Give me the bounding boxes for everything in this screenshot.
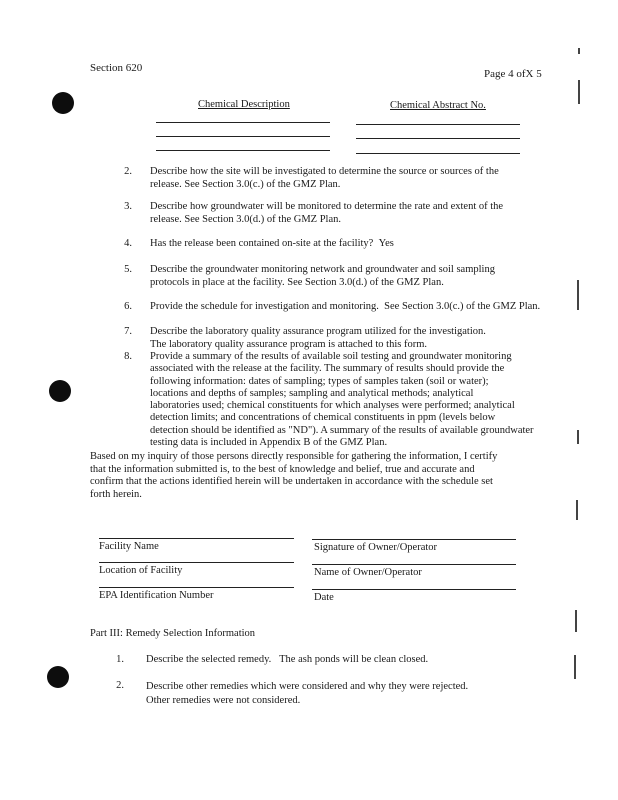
page-number-prefix: Page 4 of (484, 68, 526, 80)
scan-mark (578, 48, 580, 54)
scan-mark (578, 80, 580, 104)
date-line (312, 589, 516, 590)
signature-label: Signature of Owner/Operator (314, 542, 438, 553)
abstract-row-line (356, 124, 520, 125)
chemical-row-line (156, 150, 330, 151)
item-text: Has the release been contained on-site at the facility? Yes (150, 238, 394, 249)
item-answer: See Section 3.0(c.) of the GMZ Plan. (384, 301, 541, 312)
item-text: Describe how groundwater will be monitored to determine the rate and extent of the release. See Section 3.0(d.) of the GMZ Plan. (150, 201, 504, 225)
item-number: 7. (124, 326, 132, 337)
punch-hole-middle (49, 380, 71, 402)
item-text: Describe the laboratory quality assurance program utilized for the investigation. The laboratory quality assurance program is attached to this form. (150, 326, 486, 350)
item-number: 3. (124, 201, 132, 212)
scan-mark (577, 430, 579, 444)
punch-hole-top (52, 92, 74, 114)
page-mark: X (525, 68, 534, 80)
chemical-abstract-header: Chemical Abstract No. (390, 100, 486, 111)
page-total: 5 (533, 68, 542, 80)
remedy-item-text: Describe the selected remedy. The ash ponds will be clean closed. (146, 654, 429, 665)
owner-name-label: Name of Owner/Operator (314, 567, 422, 578)
remedy-item-number: 1. (116, 654, 124, 665)
chemical-row-line (156, 122, 330, 123)
facility-name-line (99, 538, 294, 539)
date-label: Date (314, 592, 334, 603)
part3-heading: Part III: Remedy Selection Information (90, 628, 256, 639)
location-label: Location of Facility (99, 565, 183, 576)
item-number: 5. (124, 264, 132, 275)
abstract-row-line (356, 153, 520, 154)
epa-id-label: EPA Identification Number (99, 590, 214, 601)
remedy-item-text: Describe other remedies which were considered and why they were rejected. Other remedies were not considered. (146, 681, 469, 706)
chemical-description-header: Chemical Description (198, 99, 290, 110)
epa-id-line (99, 587, 294, 588)
item-text: Describe how the site will be investigated to determine the source or sources of the release. See Section 3.0(c.) of the GMZ Plan. (150, 166, 499, 190)
punch-hole-bottom (47, 666, 69, 688)
item-number: 6. (124, 301, 132, 312)
item-text: Describe the groundwater monitoring network and groundwater and soil sampling protocols in place at the facility. See Section 3.0(d.) of the GMZ Plan. (150, 264, 495, 288)
scan-mark (577, 280, 579, 310)
scan-mark (576, 500, 578, 520)
certification-statement: Based on my inquiry of those persons directly responsible for gathering the information, I certify that the information submitted is, to the best of knowledge and belief, true and accurate and confirm that the actions identified herein will be undertaken in accordance with the schedule set forth herein. (90, 451, 498, 500)
scan-mark (574, 655, 576, 679)
remedy-answer: Other remedies were not considered. (146, 695, 301, 706)
remedy-item-number: 2. (116, 680, 124, 691)
item-text: Provide the schedule for investigation and monitoring. See Section 3.0(c.) of the GMZ Plan. (150, 301, 541, 312)
chemical-row-line (156, 136, 330, 137)
scan-mark (575, 610, 577, 632)
item-text: Provide a summary of the results of available soil testing and groundwater monitoring associated with the release at the facility. The summary of results should provide the following information: dates of sampling; types of samples taken (soil or water); locations and depths of samples; sampling and analytical methods; analytical laboratories used; chemical constituents for which analyses were performed; analytical detection limits; and concentrations of chemical constituents in ppm (levels below detection should be identified as "ND"). A summary of the results of available groundwater testing data is included in Appendix B of the GMZ Plan. (150, 351, 534, 449)
owner-name-line (312, 564, 516, 565)
facility-name-label: Facility Name (99, 541, 159, 552)
page-number (484, 68, 542, 80)
remedy-answer: The ash ponds will be clean closed. (279, 654, 429, 665)
item-number: 2. (124, 166, 132, 177)
section-label: Section 620 (90, 62, 143, 74)
location-line (99, 562, 294, 563)
item-number: 4. (124, 238, 132, 249)
signature-line (312, 539, 516, 540)
item-answer: Yes (378, 238, 394, 249)
abstract-row-line (356, 138, 520, 139)
item-number: 8. (124, 351, 132, 362)
